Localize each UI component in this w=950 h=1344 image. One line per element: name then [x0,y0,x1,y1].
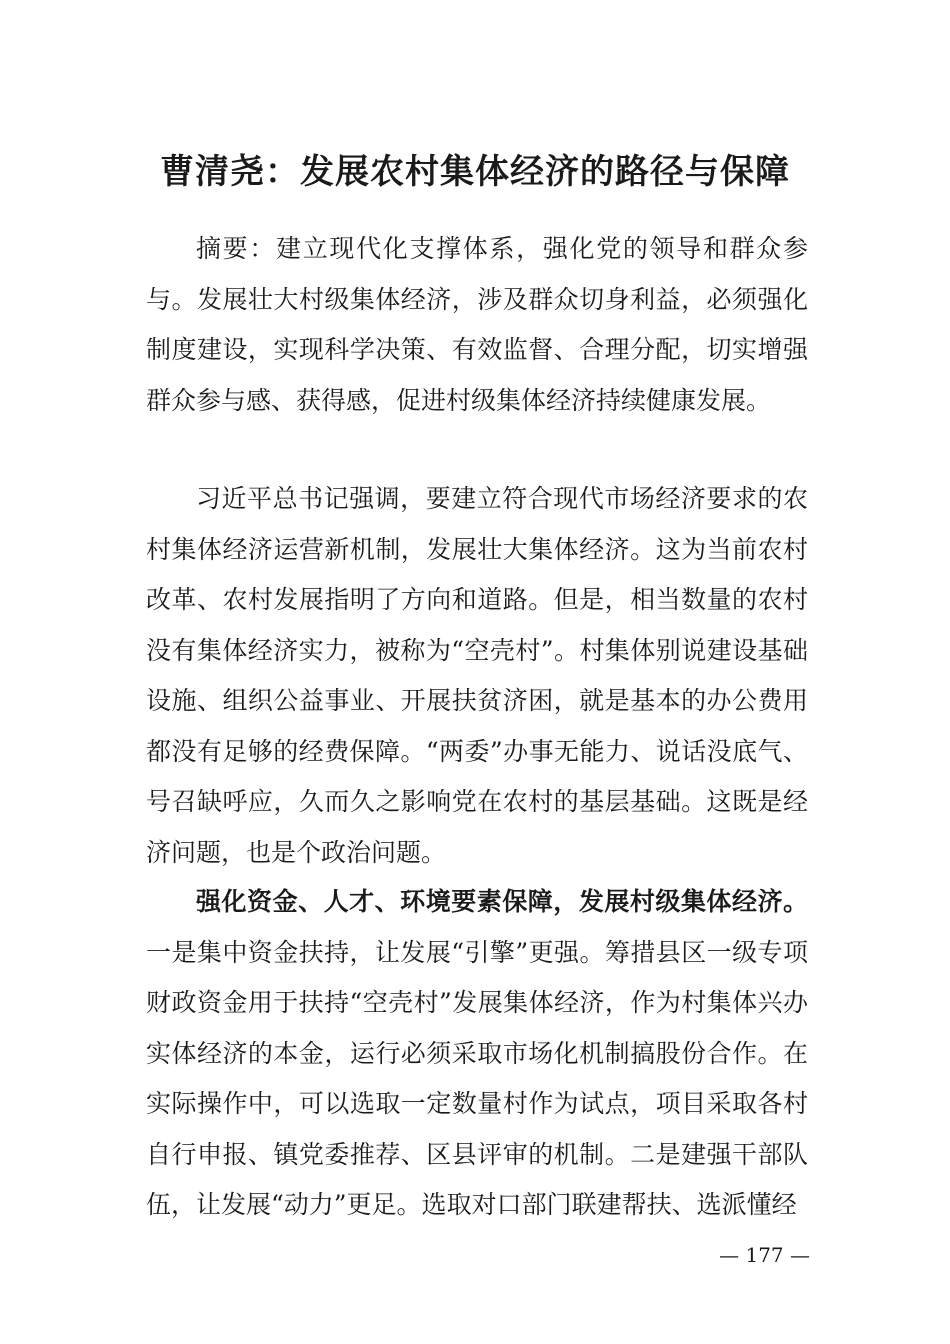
body-paragraph-1 [146,474,808,878]
body-paragraph-2 [146,877,808,1231]
page-number: — 177 — [719,1243,810,1267]
paragraph-lead-heading: 强化资金、人才、环境要素保障，发展村级集体经济。 [196,887,808,916]
abstract-paragraph: 摘要：建立现代化支撑体系，强化党的领导和群众参与。发展壮大村级集体经济，涉及群众切身利益，必须强化制度建设，实现科学决策、有效监督、合理分配，切实增强群众参与感、获得感，促进村级集体经济持续健康发展。 [146,234,808,415]
paragraph-text [146,877,808,1231]
abstract-section [146,224,808,426]
paragraph-text: 习近平总书记强调，要建立符合现代市场经济要求的农村集体经济运营新机制，发展壮大集体经济。这为当前农村改革、农村发展指明了方向和道路。但是，相当数量的农村没有集体经济实力，被称为“空壳村”。村集体别说建设基础设施、组织公益事业、开展扶贫济困，就是基本的办公费用都没有足够的经费保障。“两委”办事无能力、说话没底气、号召缺呼应，久而久之影响党在农村的基层基础。这既是经济问题，也是个政治问题。 [146,484,808,867]
page-title: 曹清尧：发展农村集体经济的路径与保障 [160,151,790,192]
paragraph-body-text: 一是集中资金扶持，让发展“引擎”更强。筹措县区一级专项财政资金用于扶持“空壳村”发展集体经济，作为村集体兴办实体经济的本金，运行必须采取市场化机制搞股份合作。在实际操作中，可以选取一定数量村作为试点，项目采取各村自行申报、镇党委推荐、区县评审的机制。二是建强干部队伍，让发展“动力”更足。选取对口部门联建帮扶、选派懂经 [146,937,808,1219]
